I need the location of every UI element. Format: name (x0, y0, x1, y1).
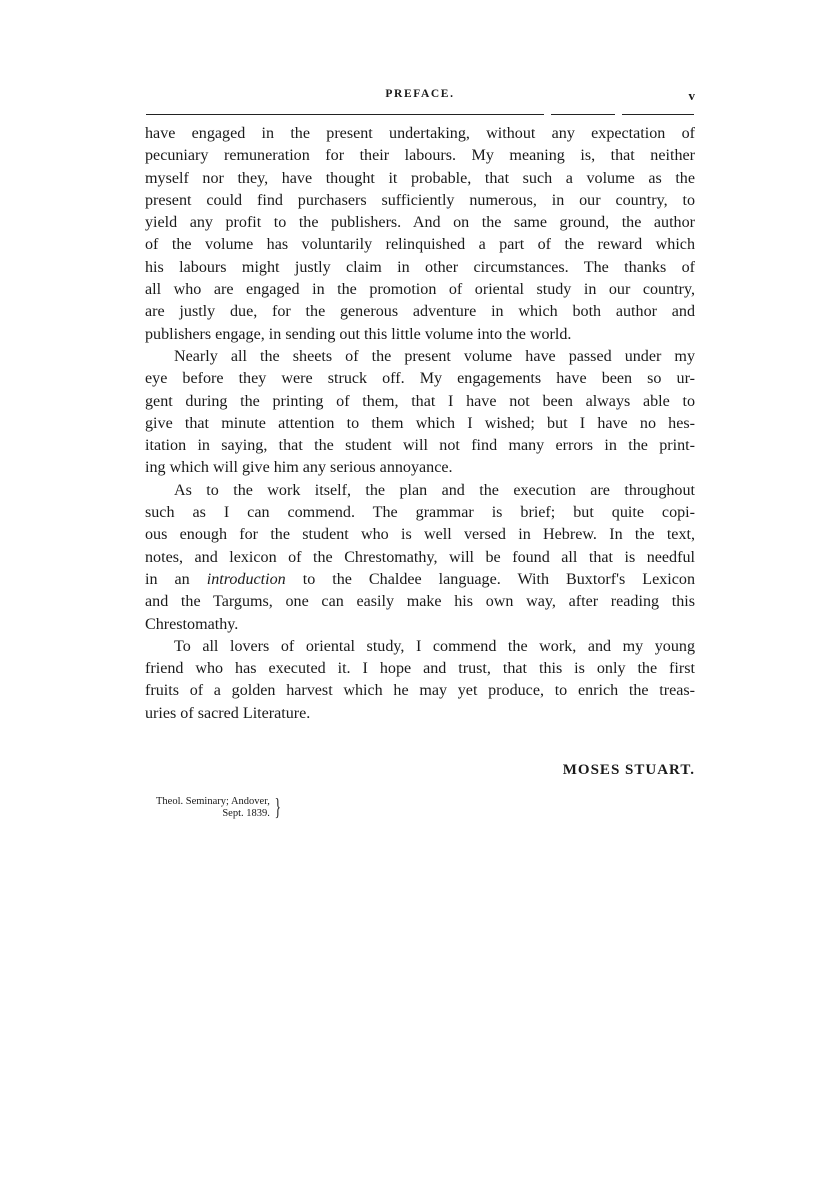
dateline (156, 796, 283, 820)
text-line: To all lovers of oriental study, I commend the work, and my young (174, 637, 695, 655)
text-line: As to the work itself, the plan and the execution are throughout (174, 481, 695, 499)
text-line (145, 569, 695, 591)
text-line: present could find purchasers sufficiently numerous, in our country, to (145, 191, 695, 209)
text-line: his labours might justly claim in other circumstances. The thanks of (145, 258, 695, 276)
text-line: have engaged in the present undertaking, without any expectation of (145, 125, 695, 142)
text-line: eye before they were struck off. My engagements have been so ur- (145, 370, 695, 388)
text-line: Nearly all the sheets of the present volume have passed under my (174, 347, 695, 365)
text-line: and the Targums, one can easily make his own way, after reading this (145, 593, 695, 611)
text-line: are justly due, for the generous adventure in which both author and (145, 303, 695, 321)
text-line: give that minute attention to them which I wished; but I have no hes- (145, 414, 695, 432)
header-rule (622, 114, 694, 115)
text-line: yield any profit to the publishers. And on the same ground, the author (145, 214, 695, 232)
text-line: such as I can commend. The grammar is brief; but quite copi- (145, 504, 695, 522)
brace-icon: } (274, 795, 281, 821)
preface-body (145, 123, 695, 725)
dateline-date: Sept. 1839. (222, 808, 270, 819)
signature: MOSES STUART. (562, 762, 695, 778)
paragraph (145, 480, 695, 636)
text-line: all who are engaged in the promotion of oriental study in our country, (145, 281, 695, 299)
running-head (145, 88, 695, 104)
header-rule (551, 114, 615, 115)
italic-term: introduction (206, 570, 286, 588)
text-line: notes, and lexicon of the Chrestomathy, will be found all that is needful (145, 548, 695, 566)
paragraph (145, 636, 695, 725)
text-line: pecuniary remuneration for their labours. My meaning is, that neither (145, 147, 695, 165)
text-line: ous enough for the student who is well versed in Hebrew. In the text, (145, 526, 695, 544)
header-rule (146, 114, 544, 115)
paragraph (145, 123, 695, 346)
text-line: of the volume has voluntarily relinquished a part of the reward which (145, 236, 695, 254)
text-line: ing which will give him any serious annoyance. (145, 459, 453, 477)
paragraph (145, 346, 695, 480)
text-line: gent during the printing of them, that I have not been always able to (145, 392, 695, 410)
text-line: uries of sacred Literature. (145, 704, 311, 722)
text-line: Chrestomathy. (145, 615, 239, 633)
text-fragment: in an (145, 570, 190, 588)
running-title: PREFACE. (385, 88, 455, 100)
text-line: friend who has executed it. I hope and trust, that this is only the first (145, 660, 695, 678)
text-line: myself nor they, have thought it probable, that such a volume as the (145, 169, 695, 187)
dateline-place: Theol. Seminary; Andover, (156, 796, 270, 807)
text-line: itation in saying, that the student will not find many errors in the print- (145, 437, 695, 455)
page-number: v (688, 88, 695, 103)
text-line: fruits of a golden harvest which he may yet produce, to enrich the treas- (145, 682, 695, 700)
text-line: publishers engage, in sending out this little volume into the world. (145, 325, 572, 343)
dateline-text (156, 796, 270, 820)
text-fragment: to the Chaldee language. With Buxtorf's Lexicon (302, 570, 695, 588)
